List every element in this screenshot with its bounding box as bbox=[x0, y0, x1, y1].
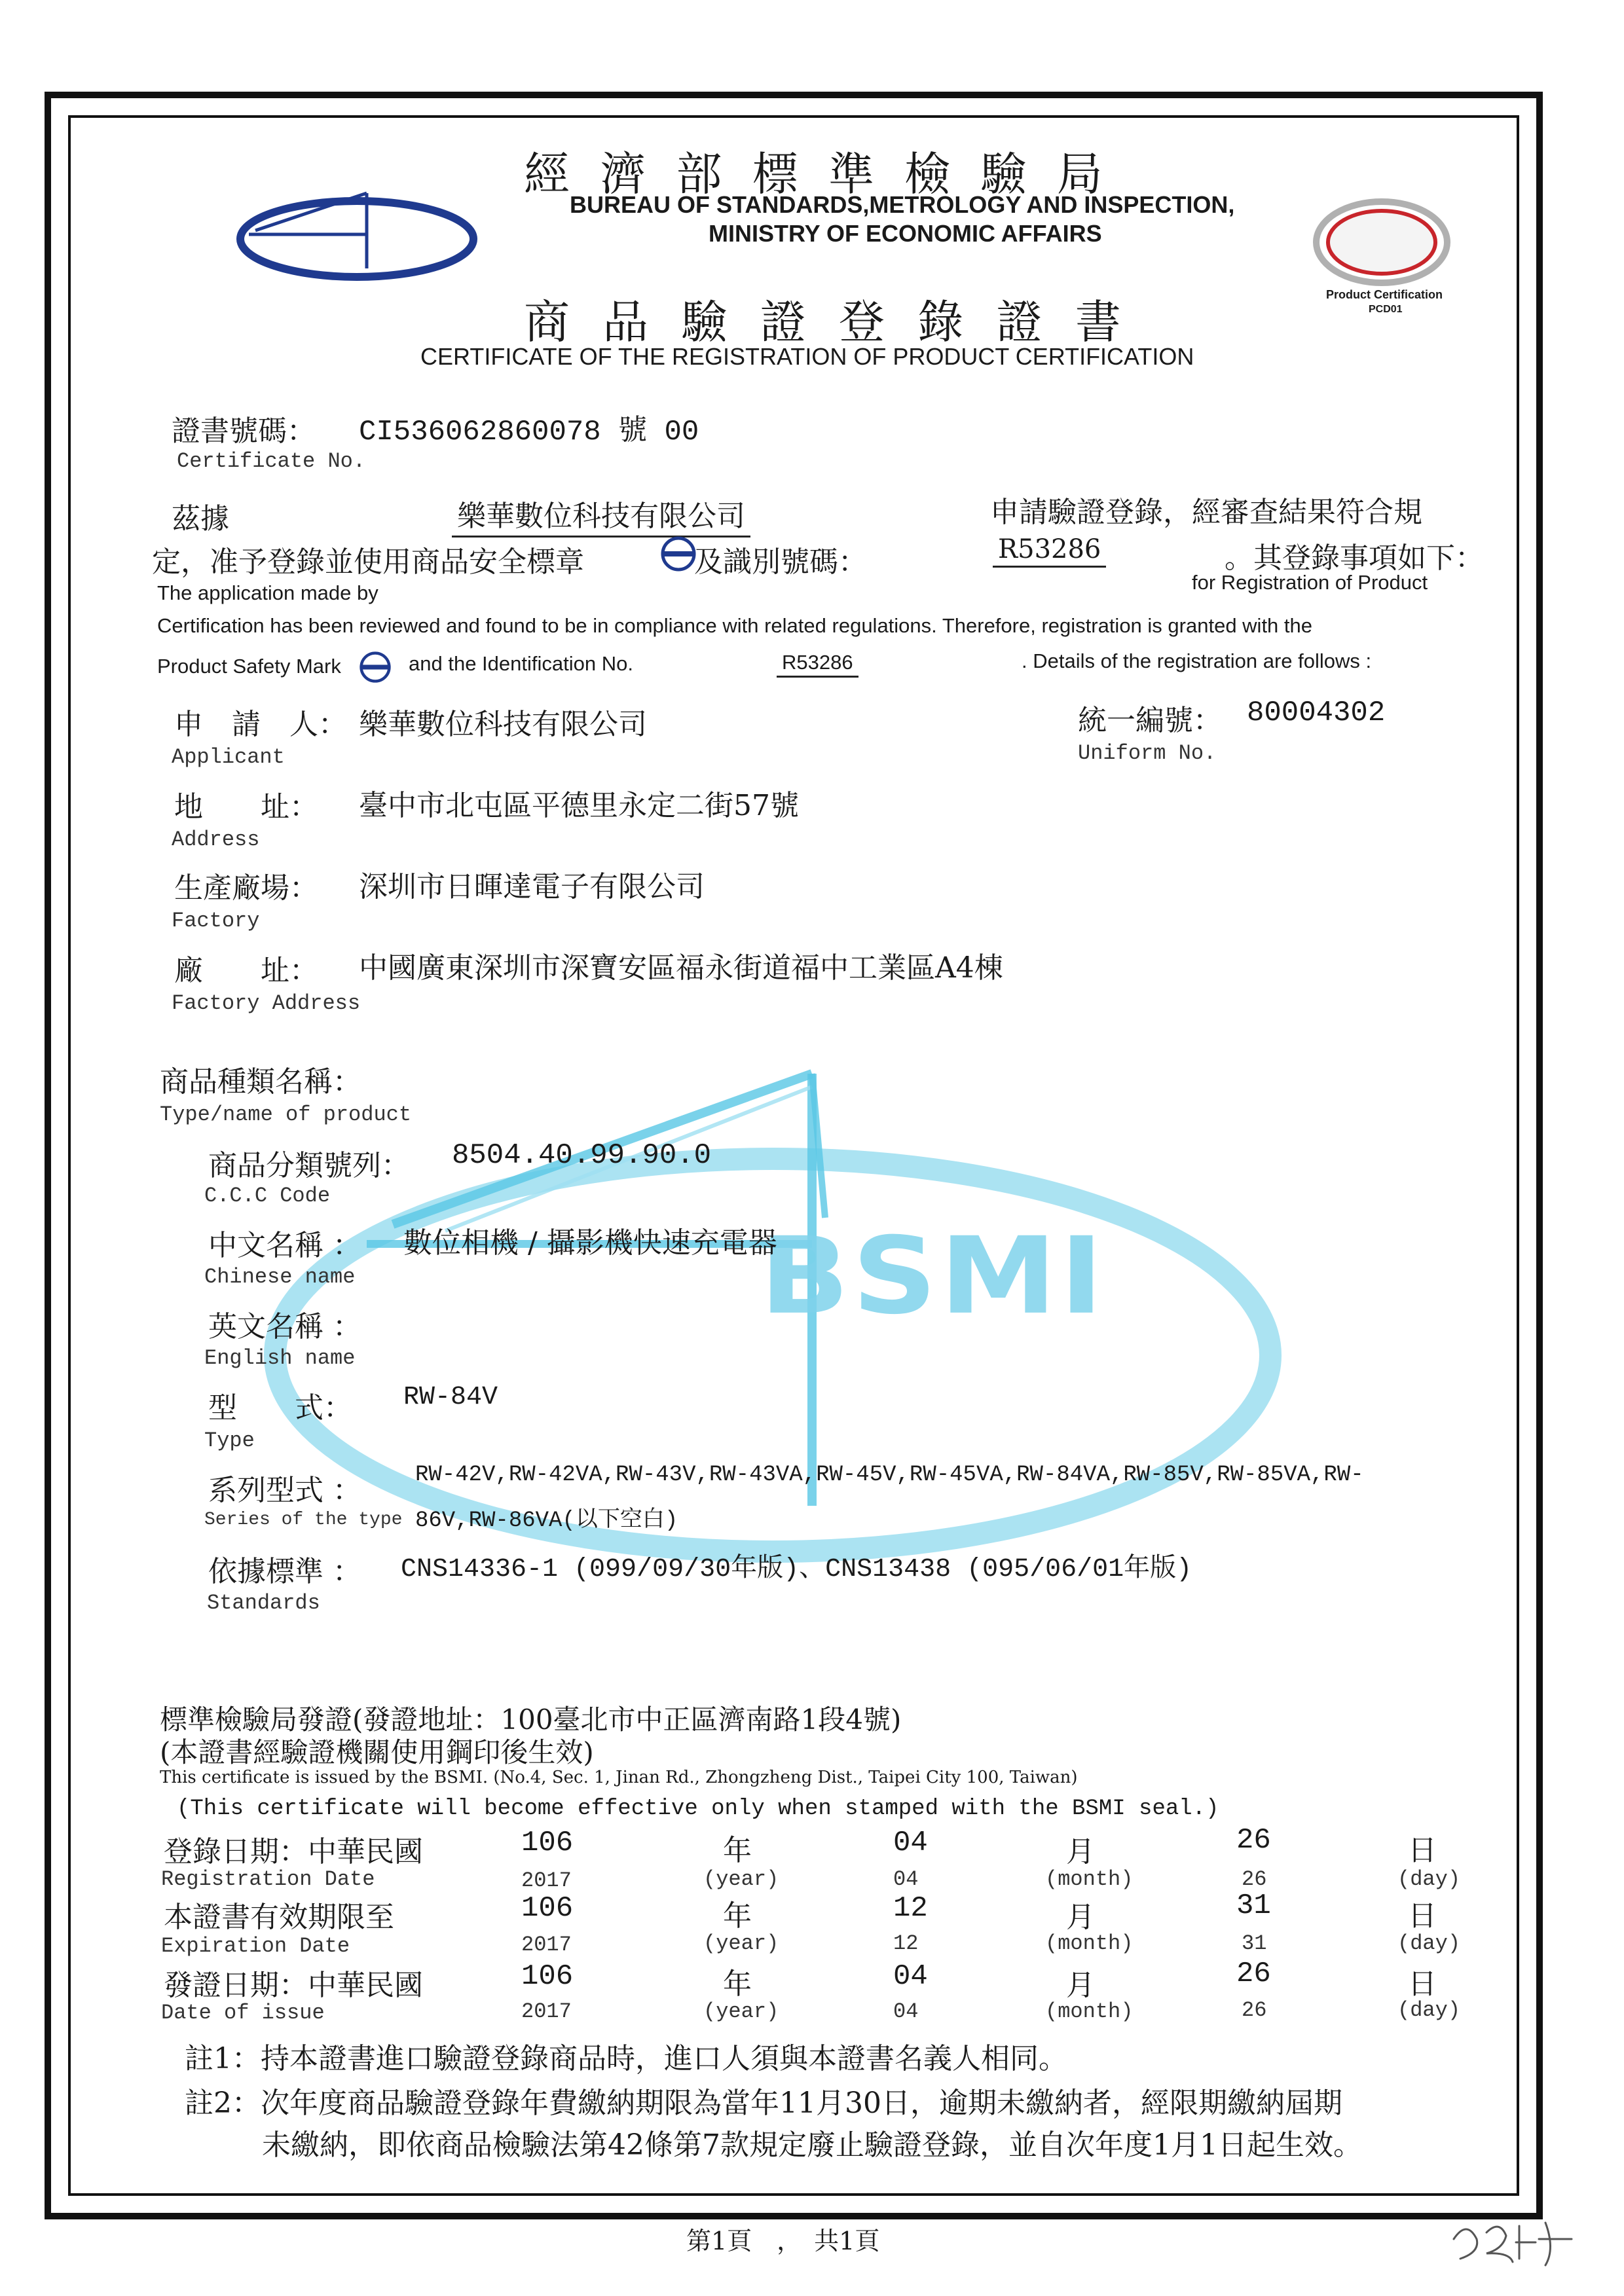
bsmi-watermark-text: BSMI bbox=[760, 1214, 1106, 1338]
registration-date-label-en: Registration Date bbox=[161, 1867, 375, 1891]
uniform-no-label-en: Uniform No. bbox=[1078, 741, 1217, 765]
taf-logo bbox=[1310, 196, 1454, 295]
taf-caption: Product Certification bbox=[1326, 288, 1443, 301]
chinese-name-label-en: Chinese name bbox=[204, 1265, 356, 1289]
expiration-day-en-value: 31 bbox=[1242, 1931, 1267, 1956]
statement-en-3b: and the Identification No. bbox=[409, 652, 633, 675]
statement-zh-2c: 。其登錄事項如下： bbox=[1225, 541, 1484, 575]
safety-mark-icon-en bbox=[359, 651, 392, 683]
expiration-day-en: (day) bbox=[1397, 1931, 1461, 1956]
registration-day-unit: 日 bbox=[1408, 1834, 1437, 1867]
expiration-date-label-en: Expiration Date bbox=[161, 1934, 350, 1958]
ccc-code-label-en: C.C.C Code bbox=[204, 1184, 331, 1208]
registration-month-unit: 月 bbox=[1066, 1835, 1095, 1868]
factory-address-label-en: Factory Address bbox=[172, 991, 361, 1015]
issue-month-en-value: 04 bbox=[893, 1999, 919, 2024]
issue-roc-year: 106 bbox=[521, 1960, 574, 1993]
issue-date-label-en: Date of issue bbox=[161, 2001, 325, 2025]
applicant-label-en: Applicant bbox=[172, 745, 285, 769]
statement-en-1b: for Registration of Product bbox=[1192, 571, 1428, 594]
series-value-1: RW-42V,RW-42VA,RW-43V,RW-43VA,RW-45V,RW-45VA,RW-84VA,RW-85V,RW-85VA,RW- bbox=[415, 1463, 1364, 1487]
registration-month-en: (month) bbox=[1045, 1867, 1134, 1891]
type-label: 型 式： bbox=[208, 1391, 352, 1425]
registration-month: 04 bbox=[893, 1827, 928, 1859]
identification-no-en: R53286 bbox=[777, 651, 858, 678]
expiration-day-unit: 日 bbox=[1408, 1899, 1437, 1933]
applicant-value: 樂華數位科技有限公司 bbox=[359, 708, 647, 741]
expiration-year-en: (year) bbox=[703, 1931, 779, 1956]
expiration-year-unit: 年 bbox=[723, 1899, 752, 1933]
bureau-name-en-1: BUREAU OF STANDARDS,METROLOGY AND INSPECTION, bbox=[570, 191, 1235, 218]
safety-mark-icon bbox=[660, 536, 697, 572]
registration-day-en-value: 26 bbox=[1242, 1867, 1267, 1891]
issue-day-en: (day) bbox=[1397, 1998, 1461, 2022]
certificate-no-value: CI536062860078 號 00 bbox=[359, 416, 699, 448]
note-2-line-2: 未繳納，即依商品檢驗法第42條第7款規定廢止驗證登錄，並自次年度1月1日起生效。 bbox=[262, 2128, 1362, 2162]
series-label: 系列型式 ： bbox=[208, 1474, 361, 1507]
issuer-zh-2: (本證書經驗證機關使用鋼印後生效) bbox=[160, 1736, 594, 1768]
registration-year: 2017 bbox=[521, 1868, 572, 1893]
bureau-name-en-2: MINISTRY OF ECONOMIC AFFAIRS bbox=[709, 220, 1102, 247]
product-type-label-en: Type/name of product bbox=[160, 1102, 412, 1127]
issuer-en-2: (This certificate will become effective only when stamped with the BSMI seal.) bbox=[177, 1796, 1219, 1821]
handwritten-annotation bbox=[1447, 2213, 1578, 2272]
expiration-roc-year: 106 bbox=[521, 1892, 574, 1925]
expiration-month-unit: 月 bbox=[1066, 1901, 1095, 1934]
uniform-no-label: 統一編號： bbox=[1078, 704, 1222, 737]
issue-month: 04 bbox=[893, 1960, 928, 1993]
issue-day: 26 bbox=[1236, 1958, 1271, 1990]
expiration-month-en-value: 12 bbox=[893, 1931, 919, 1956]
issue-day-en-value: 26 bbox=[1242, 1998, 1267, 2022]
chinese-name-label: 中文名稱 ： bbox=[208, 1229, 361, 1262]
uniform-no-value: 80004302 bbox=[1247, 697, 1386, 729]
registration-date-label: 登錄日期：中華民國 bbox=[164, 1835, 423, 1868]
factory-value: 深圳市日暉達電子有限公司 bbox=[359, 870, 705, 903]
address-label-en: Address bbox=[172, 828, 260, 852]
bureau-name-zh: 經 濟 部 標 準 檢 驗 局 bbox=[524, 147, 1111, 201]
expiration-day: 31 bbox=[1236, 1889, 1271, 1922]
statement-en-3c: . Details of the registration are follows : bbox=[1022, 649, 1372, 672]
type-label-en: Type bbox=[204, 1429, 255, 1453]
factory-label-en: Factory bbox=[172, 909, 260, 933]
product-type-label: 商品種類名稱： bbox=[160, 1065, 361, 1099]
certificate-title-en: CERTIFICATE OF THE REGISTRATION OF PRODUCT CERTIFICATION bbox=[420, 343, 1194, 370]
registration-day: 26 bbox=[1236, 1824, 1271, 1857]
statement-zh-2b: 及識別號碼： bbox=[694, 545, 867, 579]
page-number: 第1頁 ， 共1頁 bbox=[686, 2227, 880, 2255]
address-value: 臺中市北屯區平德里永定二街57號 bbox=[359, 789, 799, 822]
english-name-label-en: English name bbox=[204, 1346, 356, 1370]
bsmi-logo bbox=[236, 190, 478, 282]
registration-roc-year: 106 bbox=[521, 1827, 574, 1859]
identification-no: R53286 bbox=[993, 534, 1106, 568]
note-2-line-1: 註2：次年度商品驗證登錄年費繳納期限為當年11月30日，逾期未繳納者，經限期繳納屆期 bbox=[185, 2086, 1342, 2120]
registration-day-en: (day) bbox=[1397, 1867, 1461, 1891]
registration-month-en-value: 04 bbox=[893, 1867, 919, 1891]
certificate-no-label: 證書號碼： bbox=[172, 414, 316, 448]
expiration-date-label: 本證書有效期限至 bbox=[164, 1901, 394, 1934]
issuer-zh-1: 標準檢驗局發證(發證地址：100臺北市中正區濟南路1段4號) bbox=[160, 1704, 902, 1736]
registration-year-unit: 年 bbox=[723, 1834, 752, 1867]
note-1: 註1：持本證書進口驗證登錄商品時，進口人須與本證書名義人相同。 bbox=[185, 2042, 1067, 2075]
certificate-title-zh: 商 品 驗 證 登 錄 證 書 bbox=[524, 295, 1130, 349]
expiration-month: 12 bbox=[893, 1892, 928, 1925]
issue-month-unit: 月 bbox=[1066, 1969, 1095, 2002]
issue-date-label: 發證日期：中華民國 bbox=[164, 1969, 423, 2002]
registration-year-en: (year) bbox=[703, 1867, 779, 1891]
statement-en-3a: Product Safety Mark bbox=[157, 655, 341, 678]
series-label-en: Series of the type bbox=[204, 1510, 403, 1530]
statement-en-1a: The application made by bbox=[157, 581, 378, 604]
ccc-code-value: 8504.40.99.90.0 bbox=[452, 1139, 712, 1172]
factory-address-label: 廠 址： bbox=[174, 954, 318, 987]
address-label: 地 址： bbox=[174, 790, 318, 824]
issue-year-unit: 年 bbox=[723, 1967, 752, 2001]
issue-year: 2017 bbox=[521, 1999, 572, 2024]
standards-label-en: Standards bbox=[207, 1591, 320, 1615]
chinese-name-value: 數位相機 / 攝影機快速充電器 bbox=[403, 1226, 777, 1260]
statement-en-2: Certification has been reviewed and found to be in compliance with related regulations. Therefore, registration is granted with the bbox=[157, 614, 1313, 637]
english-name-label: 英文名稱 ： bbox=[208, 1310, 361, 1343]
applicant-company-underlined: 樂華數位科技有限公司 bbox=[452, 492, 750, 538]
series-value-2: 86V,RW-86VA(以下空白) bbox=[415, 1508, 678, 1533]
factory-label: 生產廠場： bbox=[174, 871, 318, 905]
issue-year-en: (year) bbox=[703, 1999, 779, 2024]
standards-value: CNS14336-1 (099/09/30年版)、CNS13438 (095/06/01年版) bbox=[401, 1555, 1192, 1584]
factory-address-value: 中國廣東深圳市深寶安區福永街道福中工業區A4棟 bbox=[359, 951, 1003, 985]
taf-code: PCD01 bbox=[1369, 304, 1403, 315]
issuer-en-1: This certificate is issued by the BSMI. (No.4, Sec. 1, Jinan Rd., Zhongzheng Dist., Taipei City 100, Taiwan) bbox=[160, 1768, 1078, 1787]
expiration-month-en: (month) bbox=[1045, 1931, 1134, 1956]
statement-zh-1b: 申請驗證登錄，經審查結果符合規 bbox=[990, 496, 1422, 529]
expiration-year: 2017 bbox=[521, 1933, 572, 1957]
type-value: RW-84V bbox=[403, 1383, 498, 1412]
issue-day-unit: 日 bbox=[1408, 1967, 1437, 2001]
issue-month-en: (month) bbox=[1045, 1999, 1134, 2024]
ccc-code-label: 商品分類號列： bbox=[208, 1149, 410, 1182]
statement-zh-1a: 茲據 bbox=[172, 502, 229, 536]
applicant-label: 申 請 人： bbox=[174, 708, 347, 741]
statement-zh-2a: 定，准予登錄並使用商品安全標章 bbox=[152, 545, 584, 579]
standards-label: 依據標準 ： bbox=[208, 1555, 361, 1588]
certificate-no-label-en: Certificate No. bbox=[177, 449, 366, 473]
